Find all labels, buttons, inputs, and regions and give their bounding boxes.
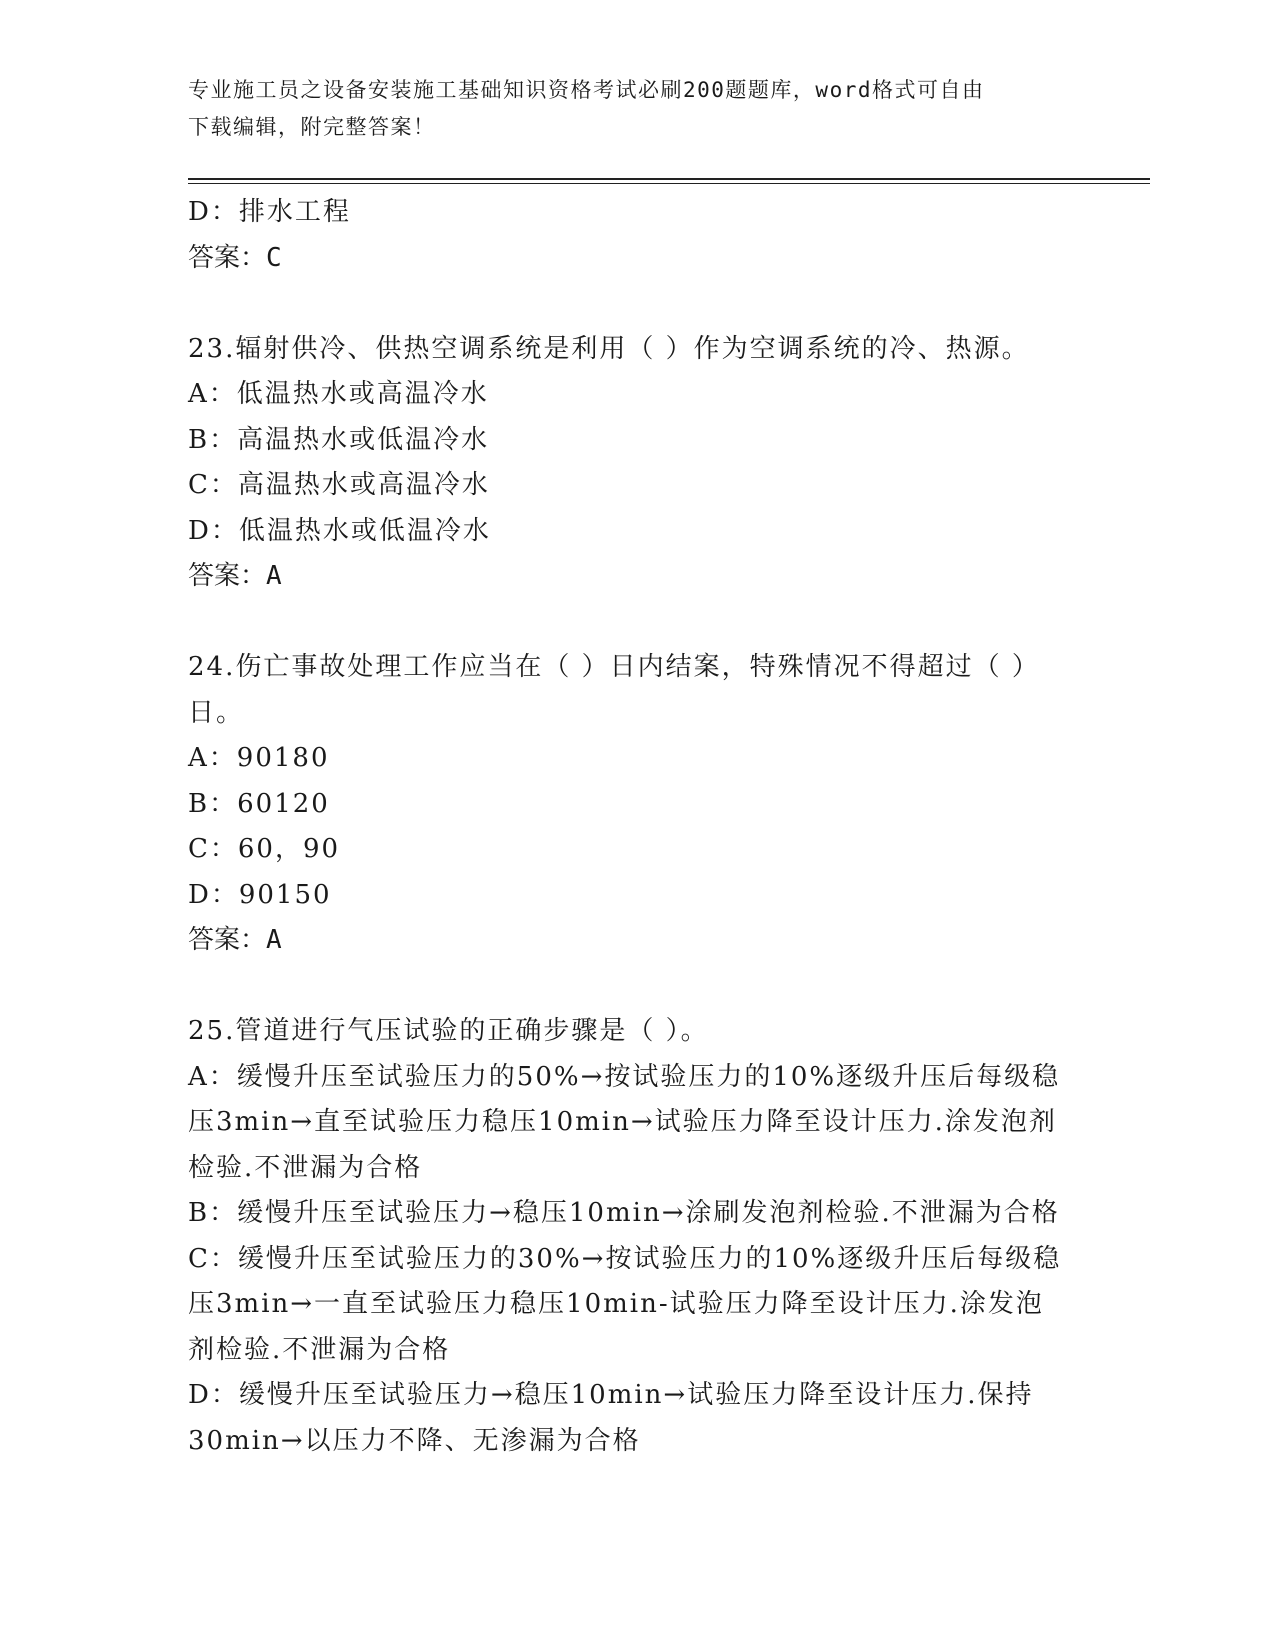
question-25-option-a-line-1: A：缓慢升压至试验压力的50%→按试验压力的10%逐级升压后每级稳	[188, 1061, 1061, 1092]
question-24-stem-line-2: 日。	[188, 697, 245, 728]
document-body	[188, 190, 1088, 1464]
spacer	[188, 281, 1088, 327]
question-25-option-a-line-2: 压3min→直至试验压力稳压10min→试验压力降至设计压力.涂发泡剂	[188, 1107, 1057, 1137]
question-25-option-c-line-3: 剂检验.不泄漏为合格	[188, 1334, 451, 1365]
spacer	[188, 600, 1088, 646]
question-25-stem: 25.管道进行气压试验的正确步骤是（ ）。	[188, 1016, 709, 1046]
option-d: D：排水工程	[188, 197, 351, 227]
answer-label: 答案：	[188, 561, 267, 591]
answer-value: A	[266, 925, 282, 955]
answer-value: C	[266, 242, 282, 273]
spacer	[188, 964, 1088, 1010]
question-25-option-a-line-3: 检验.不泄漏为合格	[188, 1152, 423, 1183]
header-line-1: 专业施工员之设备安装施工基础知识资格考试必刷200题题库，word格式可自由	[188, 78, 985, 102]
question-23-answer	[188, 554, 1088, 600]
header-divider-thin	[188, 183, 1150, 184]
question-23-option-d: D：低温热水或低温冷水	[188, 515, 491, 546]
question-23-option-a: A：低温热水或高温冷水	[188, 379, 489, 409]
question-24-option-d: D：90150	[188, 879, 332, 910]
answer-line	[188, 236, 1088, 282]
header-line-2: 下载编辑，附完整答案！	[188, 115, 436, 139]
question-23-option-c: C：高温热水或高温冷水	[188, 470, 490, 500]
question-24-option-b: B：60120	[188, 788, 330, 819]
question-23-option-b: B：高温热水或低温冷水	[188, 424, 490, 455]
answer-label: 答案：	[188, 925, 267, 955]
answer-label: 答案：	[188, 242, 267, 273]
answer-value: A	[266, 561, 282, 591]
document-header	[188, 72, 1088, 146]
question-24-option-c: C：60，90	[188, 834, 341, 864]
question-25-option-b: B：缓慢升压至试验压力→稳压10min→涂刷发泡剂检验.不泄漏为合格	[188, 1198, 1060, 1228]
question-25-option-d-line-2: 30min→以压力不降、无渗漏为合格	[188, 1425, 641, 1456]
question-24-answer	[188, 918, 1088, 964]
question-25-option-d-line-1: D：缓慢升压至试验压力→稳压10min→试验压力降至设计压力.保持	[188, 1380, 1034, 1410]
question-24-stem-line-1: 24.伤亡事故处理工作应当在（ ）日内结案，特殊情况不得超过（ ）	[188, 652, 1040, 682]
question-23-stem: 23.辐射供冷、供热空调系统是利用（ ）作为空调系统的冷、热源。	[188, 333, 1030, 364]
question-24-option-a: A：90180	[188, 743, 330, 773]
header-divider-thick	[188, 178, 1150, 180]
question-25-option-c-line-1: C：缓慢升压至试验压力的30%→按试验压力的10%逐级升压后每级稳	[188, 1243, 1062, 1274]
question-25-option-c-line-2: 压3min→一直至试验压力稳压10min-试验压力降至设计压力.涂发泡	[188, 1289, 1044, 1319]
